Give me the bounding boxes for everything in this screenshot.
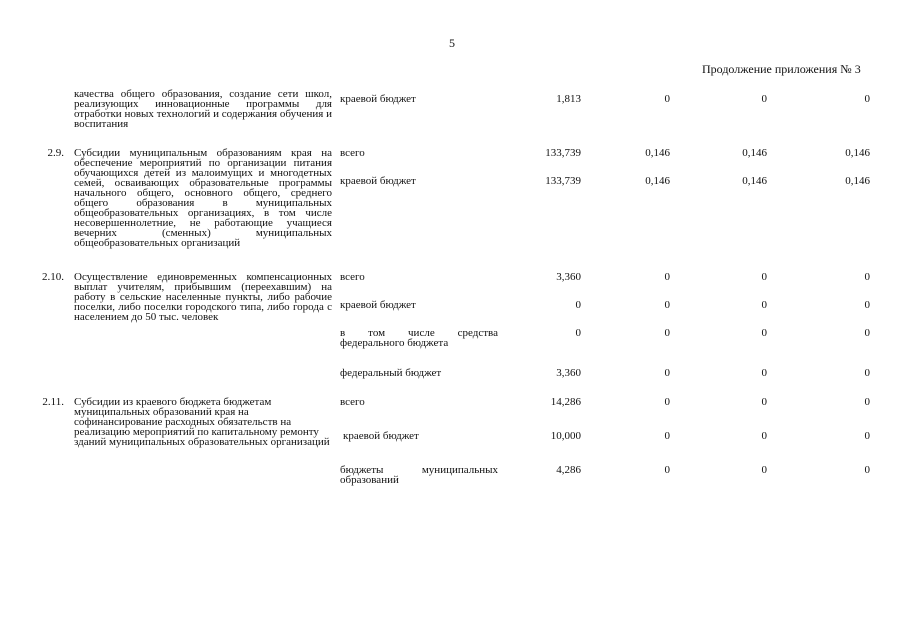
value-cell: 0 — [664, 430, 670, 442]
source-label: всего — [340, 147, 365, 159]
value-cell: 133,739 — [545, 175, 581, 187]
value-cell: 0 — [864, 271, 870, 283]
source-label: бюджеты муниципальных образований — [340, 464, 498, 486]
value-cell: 0 — [864, 299, 870, 311]
value-cell: 1,813 — [556, 93, 581, 105]
value-cell: 0 — [664, 299, 670, 311]
value-cell: 4,286 — [556, 464, 581, 476]
value-cell: 0,146 — [845, 147, 870, 159]
item-number: 2.11. — [42, 396, 64, 408]
value-cell: 0 — [664, 464, 670, 476]
value-cell: 0 — [761, 464, 767, 476]
value-cell: 0 — [864, 367, 870, 379]
source-label: краевой бюджет — [343, 430, 419, 442]
value-cell: 0 — [761, 93, 767, 105]
value-cell: 0 — [761, 367, 767, 379]
item-description: Субсидии муниципальным образованиям края на обеспечение мероприятий по организации питания обучающихся детей из малоимущих и многодетных семей, осваивающих образовательные программы начального общего, основного общего, среднего общего образования в муниципальных общеобразовательных организациях, в том числе несовершеннолетние, не работающие учащиеся вечерних (сменных) муниципальных общеобразовательных организаций — [74, 147, 332, 249]
value-cell: 0,146 — [645, 147, 670, 159]
value-cell: 3,360 — [556, 271, 581, 283]
value-cell: 0 — [864, 327, 870, 339]
source-label: всего — [340, 271, 365, 283]
value-cell: 133,739 — [545, 147, 581, 159]
value-cell: 0 — [664, 271, 670, 283]
item-description: Осуществление единовременных компенсационных выплат учителям, прибывшим (переехавшим) на работу в сельские населенные пункты, либо рабочие поселки, либо поселки городского типа, либо города с населением до 50 тыс. человек — [74, 271, 332, 323]
value-cell: 14,286 — [550, 396, 581, 408]
value-cell: 0,146 — [645, 175, 670, 187]
item-description: Субсидии из краевого бюджета бюджетам муниципальных образований края на софинансирование расходных обязательств на реализацию мероприятий по капитальному ремонту зданий муниципальных образовательных организаций — [74, 396, 330, 448]
value-cell: 0 — [864, 93, 870, 105]
source-label: краевой бюджет — [340, 175, 416, 187]
value-cell: 0 — [761, 396, 767, 408]
source-label: всего — [340, 396, 365, 408]
value-cell: 0 — [864, 396, 870, 408]
value-cell: 0 — [761, 430, 767, 442]
value-cell: 0,146 — [845, 175, 870, 187]
source-label: в том числе средства федерального бюджета — [340, 327, 498, 349]
value-cell: 0 — [864, 464, 870, 476]
value-cell: 0 — [761, 271, 767, 283]
value-cell: 0 — [761, 327, 767, 339]
value-cell: 0 — [761, 299, 767, 311]
source-label: федеральный бюджет — [340, 367, 442, 379]
value-cell: 0,146 — [742, 175, 767, 187]
item-description: качества общего образования, создание сети школ, реализующих инновационные программы для отработки новых технологий и содержания обучения и воспитания — [74, 88, 332, 130]
value-cell: 0 — [664, 327, 670, 339]
value-cell: 0,146 — [742, 147, 767, 159]
source-label: краевой бюджет — [340, 93, 416, 105]
item-number: 2.9. — [47, 147, 64, 159]
value-cell: 0 — [864, 430, 870, 442]
value-cell: 0 — [664, 396, 670, 408]
source-label: краевой бюджет — [340, 299, 416, 311]
value-cell: 10,000 — [550, 430, 581, 442]
page-number: 5 — [449, 36, 455, 50]
value-cell: 3,360 — [556, 367, 581, 379]
continuation-note: Продолжение приложения № 3 — [702, 62, 861, 76]
value-cell: 0 — [664, 367, 670, 379]
value-cell: 0 — [575, 327, 581, 339]
value-cell: 0 — [575, 299, 581, 311]
item-number: 2.10. — [42, 271, 64, 283]
value-cell: 0 — [664, 93, 670, 105]
